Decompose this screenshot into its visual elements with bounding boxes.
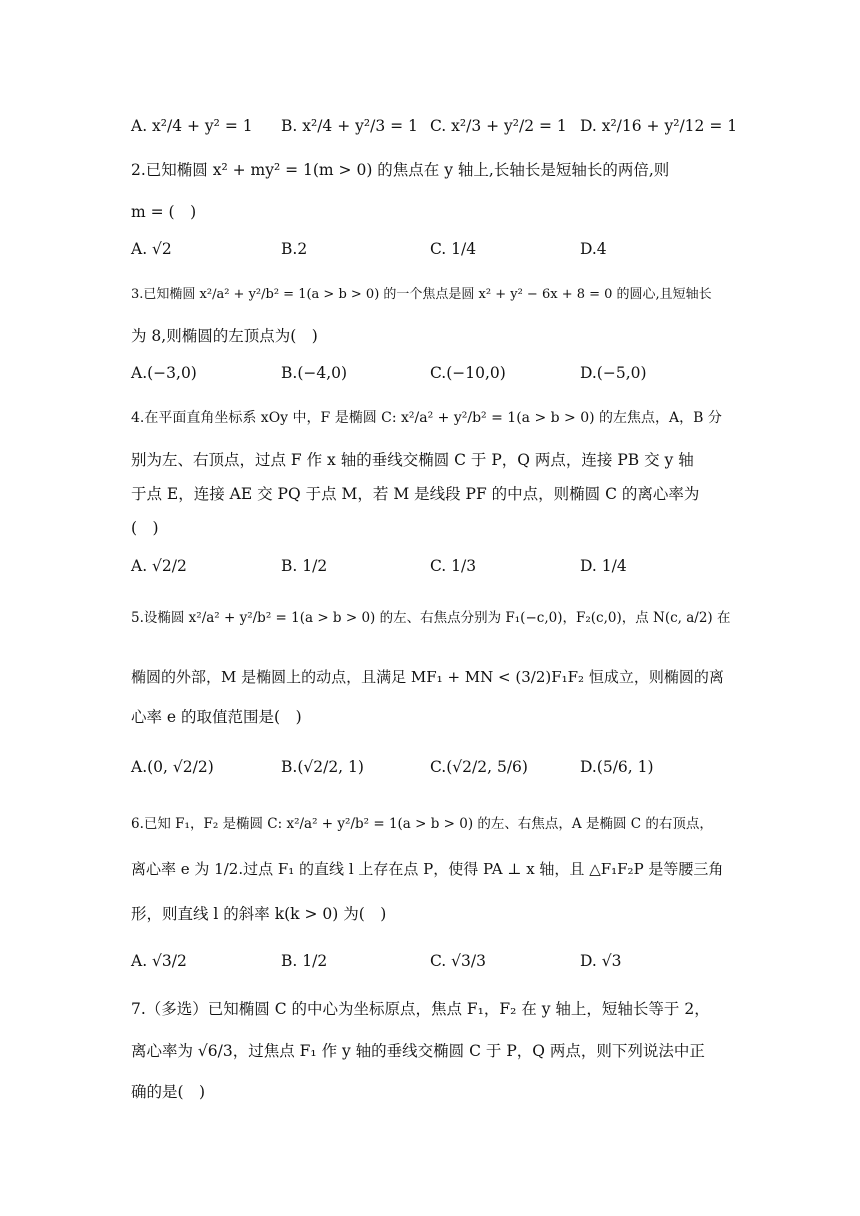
q1-option-a: A. x²/4 + y² = 1 bbox=[131, 117, 253, 135]
q4-stem-line4: ( ) bbox=[131, 519, 159, 537]
q2-option-d: D.4 bbox=[580, 240, 607, 258]
q3-option-b: B.(−4,0) bbox=[281, 364, 348, 382]
q2-option-a: A. √2 bbox=[131, 240, 172, 258]
q6-option-d: D. √3 bbox=[580, 952, 622, 970]
q6-stem-line1: 6.已知 F₁，F₂ 是椭圆 C: x²/a² + y²/b² = 1(a > b > 0) 的左、右焦点，A 是椭圆 C 的右顶点， bbox=[131, 816, 713, 832]
q1-option-b: B. x²/4 + y²/3 = 1 bbox=[281, 117, 418, 135]
q2-option-b: B.2 bbox=[281, 240, 308, 258]
q4-option-c: C. 1/3 bbox=[430, 557, 477, 575]
q3-stem-line1: 3.已知椭圆 x²/a² + y²/b² = 1(a > b > 0) 的一个焦点是圆 x² + y² − 6x + 8 = 0 的圆心,且短轴长 bbox=[131, 287, 712, 302]
q5-stem-line3: 心率 e 的取值范围是( ) bbox=[131, 708, 302, 726]
q4-option-b: B. 1/2 bbox=[281, 557, 328, 575]
q4-option-d: D. 1/4 bbox=[580, 557, 627, 575]
q5-option-d: D.(5/6, 1) bbox=[580, 758, 654, 776]
q3-option-a: A.(−3,0) bbox=[131, 364, 197, 382]
q4-stem-line3: 于点 E，连接 AE 交 PQ 于点 M，若 M 是线段 PF 的中点，则椭圆 C 的离心率为 bbox=[131, 485, 700, 503]
q7-stem-line1: 7.（多选）已知椭圆 C 的中心为坐标原点，焦点 F₁，F₂ 在 y 轴上，短轴长等于 2， bbox=[131, 1000, 710, 1018]
q2-option-c: C. 1/4 bbox=[430, 240, 477, 258]
q5-option-c: C.(√2/2, 5/6) bbox=[430, 758, 528, 776]
q6-option-a: A. √3/2 bbox=[131, 952, 187, 970]
q2-stem-line2: m = ( ) bbox=[131, 203, 197, 221]
q3-option-c: C.(−10,0) bbox=[430, 364, 506, 382]
q7-stem-line2: 离心率为 √6/3，过焦点 F₁ 作 y 轴的垂线交椭圆 C 于 P，Q 两点，则下列说法中正 bbox=[131, 1042, 705, 1060]
q5-stem-line1: 5.设椭圆 x²/a² + y²/b² = 1(a > b > 0) 的左、右焦点分别为 F₁(−c,0)，F₂(c,0)，点 N(c, a/2) 在 bbox=[131, 610, 731, 626]
q5-stem-line2: 椭圆的外部，M 是椭圆上的动点，且满足 MF₁ + MN < (3/2)F₁F₂ 恒成立，则椭圆的离 bbox=[131, 668, 724, 686]
q6-option-c: C. √3/3 bbox=[430, 952, 486, 970]
q4-stem-line2: 别为左、右顶点，过点 F 作 x 轴的垂线交椭圆 C 于 P，Q 两点，连接 PB 交 y 轴 bbox=[131, 451, 694, 469]
q5-option-a: A.(0, √2/2) bbox=[131, 758, 214, 776]
q6-stem-line3: 形，则直线 l 的斜率 k(k > 0) 为( ) bbox=[131, 905, 387, 923]
q7-stem-line3: 确的是( ) bbox=[131, 1083, 206, 1101]
q3-option-d: D.(−5,0) bbox=[580, 364, 647, 382]
q1-option-d: D. x²/16 + y²/12 = 1 bbox=[580, 117, 738, 135]
q6-option-b: B. 1/2 bbox=[281, 952, 328, 970]
q2-stem-line1: 2.已知椭圆 x² + my² = 1(m > 0) 的焦点在 y 轴上,长轴长是短轴长的两倍,则 bbox=[131, 161, 670, 179]
q5-option-b: B.(√2/2, 1) bbox=[281, 758, 364, 776]
q4-stem-line1: 4.在平面直角坐标系 xOy 中，F 是椭圆 C: x²/a² + y²/b² = 1(a > b > 0) 的左焦点，A，B 分 bbox=[131, 410, 722, 426]
q1-option-c: C. x²/3 + y²/2 = 1 bbox=[430, 117, 567, 135]
q4-option-a: A. √2/2 bbox=[131, 557, 187, 575]
q3-stem-line2: 为 8,则椭圆的左顶点为( ) bbox=[131, 327, 318, 345]
q6-stem-line2: 离心率 e 为 1/2.过点 F₁ 的直线 l 上存在点 P，使得 PA ⊥ x 轴，且 △F₁F₂P 是等腰三角 bbox=[131, 860, 724, 878]
